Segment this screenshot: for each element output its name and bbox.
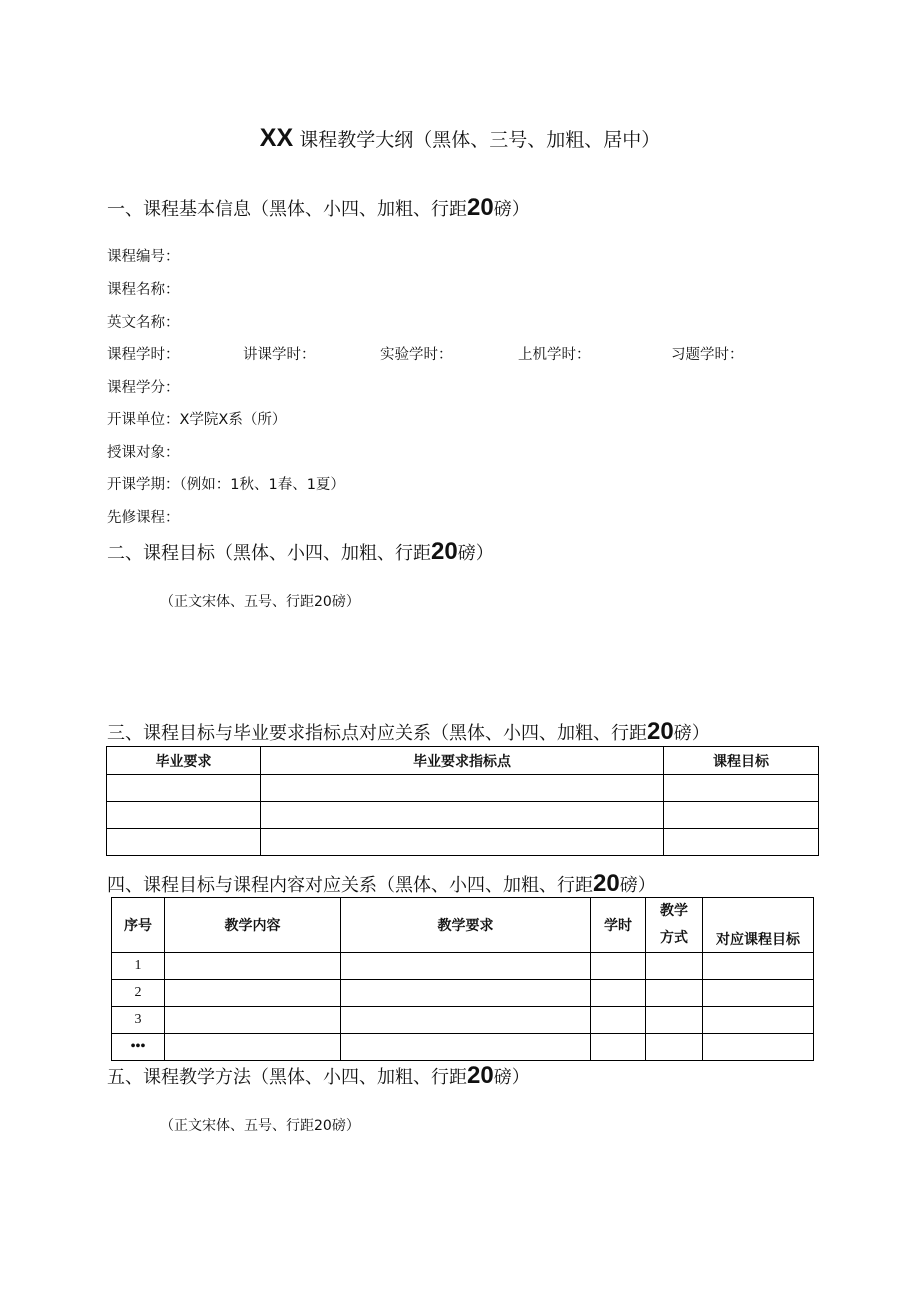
row-number: 1 [112, 953, 165, 980]
field-audience: 授课对象： [107, 445, 180, 461]
field-semester: 开课学期：（例如：1秋、1春、1夏） [107, 477, 345, 493]
table-cell[interactable] [165, 953, 341, 980]
table-cell[interactable] [165, 1034, 341, 1061]
header-course-goal: 对应课程目标 [703, 898, 814, 953]
title-text: 课程教学大纲（黑体、三号、加粗、居中） [299, 129, 661, 151]
table-cell[interactable] [703, 953, 814, 980]
section-2-num: 20 [431, 538, 458, 565]
table-cell[interactable] [591, 1007, 646, 1034]
field-course-code: 课程编号： [107, 249, 180, 265]
section-4-heading [107, 870, 656, 898]
section-5-text: 五、课程教学方法（黑体、小四、加粗、行距 [107, 1067, 467, 1088]
table-cell[interactable] [107, 802, 261, 829]
header-method-line-1: 教学 [660, 903, 688, 919]
table-row [112, 1007, 814, 1034]
table-cell[interactable] [341, 980, 591, 1007]
table-cell[interactable] [261, 829, 664, 856]
field-department: 开课单位：X学院X系（所） [107, 412, 287, 428]
table-cell[interactable] [664, 775, 819, 802]
field-lecture-hours: 讲课学时： [243, 347, 316, 363]
section-4-num: 20 [593, 870, 620, 897]
section-1-heading [107, 194, 530, 222]
section-5-note: （正文宋体、五号、行距20磅） [160, 1118, 360, 1134]
table-row [112, 953, 814, 980]
table-cell[interactable] [591, 953, 646, 980]
table-cell[interactable] [703, 1007, 814, 1034]
table-cell[interactable] [261, 775, 664, 802]
section-5-suffix: 磅） [493, 1067, 530, 1088]
section-2-text: 二、课程目标（黑体、小四、加粗、行距 [107, 543, 431, 564]
field-course-name: 课程名称： [107, 282, 180, 298]
table-row [107, 775, 819, 802]
table-cell[interactable] [646, 980, 703, 1007]
table-row [112, 980, 814, 1007]
table-cell[interactable] [107, 775, 261, 802]
table-cell[interactable] [341, 1034, 591, 1061]
table-cell[interactable] [165, 980, 341, 1007]
table-cell[interactable] [341, 1007, 591, 1034]
table-cell[interactable] [703, 980, 814, 1007]
section-1-num: 20 [467, 194, 494, 221]
field-prerequisites: 先修课程： [107, 510, 180, 526]
table-cell[interactable] [341, 953, 591, 980]
table-cell[interactable] [664, 802, 819, 829]
section-4-suffix: 磅） [619, 875, 656, 896]
table-header-row [112, 898, 814, 953]
table-cell[interactable] [646, 1007, 703, 1034]
header-teaching-requirement: 教学要求 [341, 898, 591, 953]
table-cell[interactable] [703, 1034, 814, 1061]
field-hours: 课程学时： [107, 347, 180, 363]
table-cell[interactable] [591, 980, 646, 1007]
section-3-suffix: 磅） [673, 723, 710, 744]
header-method-line-2: 方式 [660, 930, 688, 946]
header-indicator-point: 毕业要求指标点 [261, 747, 664, 775]
field-english-name: 英文名称： [107, 315, 180, 331]
section-3-text: 三、课程目标与毕业要求指标点对应关系（黑体、小四、加粗、行距 [107, 723, 647, 744]
row-number: 2 [112, 980, 165, 1007]
header-course-goal: 课程目标 [664, 747, 819, 775]
table-cell[interactable] [165, 1007, 341, 1034]
header-graduation-requirement: 毕业要求 [107, 747, 261, 775]
section-1-suffix: 磅） [493, 199, 530, 220]
section-1-text: 一、课程基本信息（黑体、小四、加粗、行距 [107, 199, 467, 220]
section-2-suffix: 磅） [457, 543, 494, 564]
header-teaching-content: 教学内容 [165, 898, 341, 953]
table-cell[interactable] [664, 829, 819, 856]
table-row [107, 802, 819, 829]
section-3-heading [107, 718, 710, 746]
table-row [107, 829, 819, 856]
section-5-heading [107, 1062, 530, 1090]
section-3-num: 20 [647, 718, 674, 745]
table-cell[interactable] [261, 802, 664, 829]
row-number: 3 [112, 1007, 165, 1034]
field-lab-hours: 实验学时： [380, 347, 453, 363]
table-header-row [107, 747, 819, 775]
section-4-text: 四、课程目标与课程内容对应关系（黑体、小四、加粗、行距 [107, 875, 593, 896]
section-5-num: 20 [467, 1062, 494, 1089]
row-number: ••• [112, 1034, 165, 1061]
field-computer-hours: 上机学时： [518, 347, 591, 363]
table-row [112, 1034, 814, 1061]
table-cell[interactable] [107, 829, 261, 856]
header-index: 序号 [112, 898, 165, 953]
header-teaching-method [646, 898, 703, 953]
table-cell[interactable] [646, 1034, 703, 1061]
field-exercise-hours: 习题学时： [671, 347, 744, 363]
table-cell[interactable] [591, 1034, 646, 1061]
section-2-heading [107, 538, 494, 566]
course-content-table [111, 897, 814, 1061]
table-cell[interactable] [646, 953, 703, 980]
section-2-note: （正文宋体、五号、行距20磅） [160, 594, 360, 610]
header-hours: 学时 [591, 898, 646, 953]
title-prefix: XX [259, 124, 294, 152]
page-title [0, 124, 920, 153]
field-credits: 课程学分： [107, 380, 180, 396]
graduation-requirements-table [106, 746, 819, 856]
